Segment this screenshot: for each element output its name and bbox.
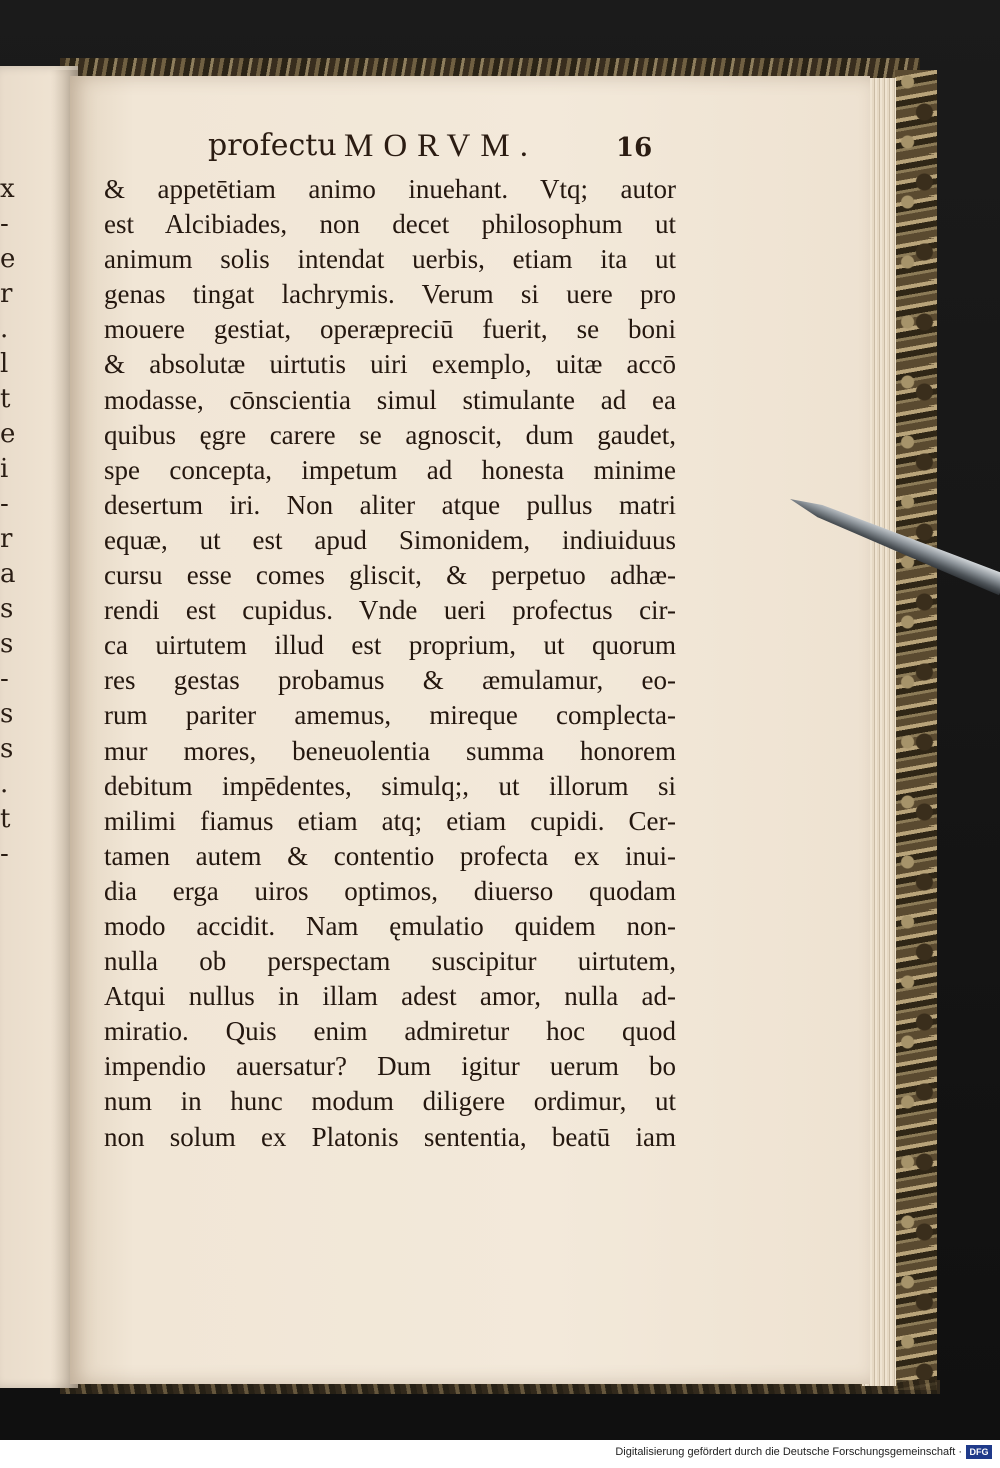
left-page-glyph: s (0, 699, 14, 729)
text-line: est Alcibiades, non decet philosophum ut (104, 209, 676, 240)
body-text (104, 172, 676, 1155)
text-line: tamen autem & contentio profecta ex inui- (104, 840, 676, 871)
left-page-glyph: r (0, 524, 13, 554)
text-line: cursu esse comes gliscit, & perpetuo adhæ- (104, 560, 676, 591)
left-page-glyph: r (0, 279, 13, 309)
running-head-title: MORVM. (344, 128, 538, 164)
dfg-logo-icon: DFG (966, 1445, 992, 1459)
marbled-cover-right (895, 70, 937, 1390)
left-page-glyph: . (0, 769, 9, 799)
text-line: genas tingat lachrymis. Verum si uere pro (104, 279, 676, 310)
text-line: nulla ob perspectam suscipitur uirtutem, (104, 946, 676, 977)
left-page-glyph: s (0, 734, 14, 764)
text-line: desertum iri. Non aliter atque pullus matri (104, 489, 676, 520)
left-page-glyph: i (0, 454, 9, 484)
text-line: modo accidit. Nam ęmulatio quidem non- (104, 910, 676, 941)
left-page-glyph: s (0, 594, 14, 624)
text-line: num in hunc modum diligere ordimur, ut (104, 1086, 676, 1117)
left-page-glyph: e (0, 419, 16, 449)
left-page-glyph: x (0, 174, 15, 204)
left-page-glyph: - (0, 839, 9, 869)
text-line: spe concepta, impetum ad honesta minime (104, 454, 676, 485)
text-line: quibus ęgre carere se agnoscit, dum gaudet, (104, 419, 676, 450)
left-page-glyph: l (0, 349, 9, 379)
left-page-glyph-column (0, 172, 22, 907)
running-head (208, 126, 668, 170)
running-head-left: profectu (208, 128, 337, 163)
text-line: & absolutæ uirtutis uiri exemplo, uitæ accō (104, 349, 676, 380)
text-line: miratio. Quis enim admiretur hoc quod (104, 1016, 676, 1047)
text-line: milimi fiamus etiam atq; etiam cupidi. Cer- (104, 805, 676, 836)
text-line: animum solis intendat uerbis, etiam ita ut (104, 244, 676, 275)
footer-bar (0, 1440, 1000, 1468)
left-page-glyph: s (0, 629, 14, 659)
text-line: ca uirtutem illud est proprium, ut quorum (104, 630, 676, 661)
left-page-glyph: - (0, 209, 9, 239)
footer-credit: Digitalisierung gefördert durch die Deutsche Forschungsgemeinschaft · (615, 1446, 962, 1458)
text-line: equæ, ut est apud Simonidem, indiuiduus (104, 524, 676, 555)
text-line: Atqui nullus in illam adest amor, nulla ad- (104, 981, 676, 1012)
text-line: mouere gestiat, operæpreciū fuerit, se boni (104, 314, 676, 345)
text-line: & appetētiam animo inuehant. Vtq; autor (104, 174, 676, 204)
text-line: rum pariter amemus, mireque complecta- (104, 700, 676, 731)
left-page-glyph: t (0, 384, 11, 414)
left-page-glyph: - (0, 489, 9, 519)
text-line: impendio auersatur? Dum igitur uerum bo (104, 1051, 676, 1082)
left-page-glyph: . (0, 314, 9, 344)
left-page-glyph (0, 872, 22, 907)
text-line: non solum ex Platonis sententia, beatū iam (104, 1121, 676, 1152)
text-line: dia erga uiros optimos, diuerso quodam (104, 875, 676, 906)
text-line: res gestas probamus & æmulamur, eo- (104, 665, 676, 696)
left-page-glyph: t (0, 804, 11, 834)
left-page-glyph: - (0, 664, 9, 694)
text-line: debitum impēdentes, simulq;, ut illorum si (104, 770, 676, 801)
text-line: modasse, cōnscientia simul stimulante ad ea (104, 384, 676, 415)
text-line: rendi est cupidus. Vnde ueri profectus cir- (104, 595, 676, 626)
text-line: mur mores, beneuolentia summa honorem (104, 735, 676, 766)
left-page-glyph: e (0, 244, 16, 274)
folio-number: 16 (616, 133, 653, 163)
left-page-glyph: a (0, 559, 16, 589)
